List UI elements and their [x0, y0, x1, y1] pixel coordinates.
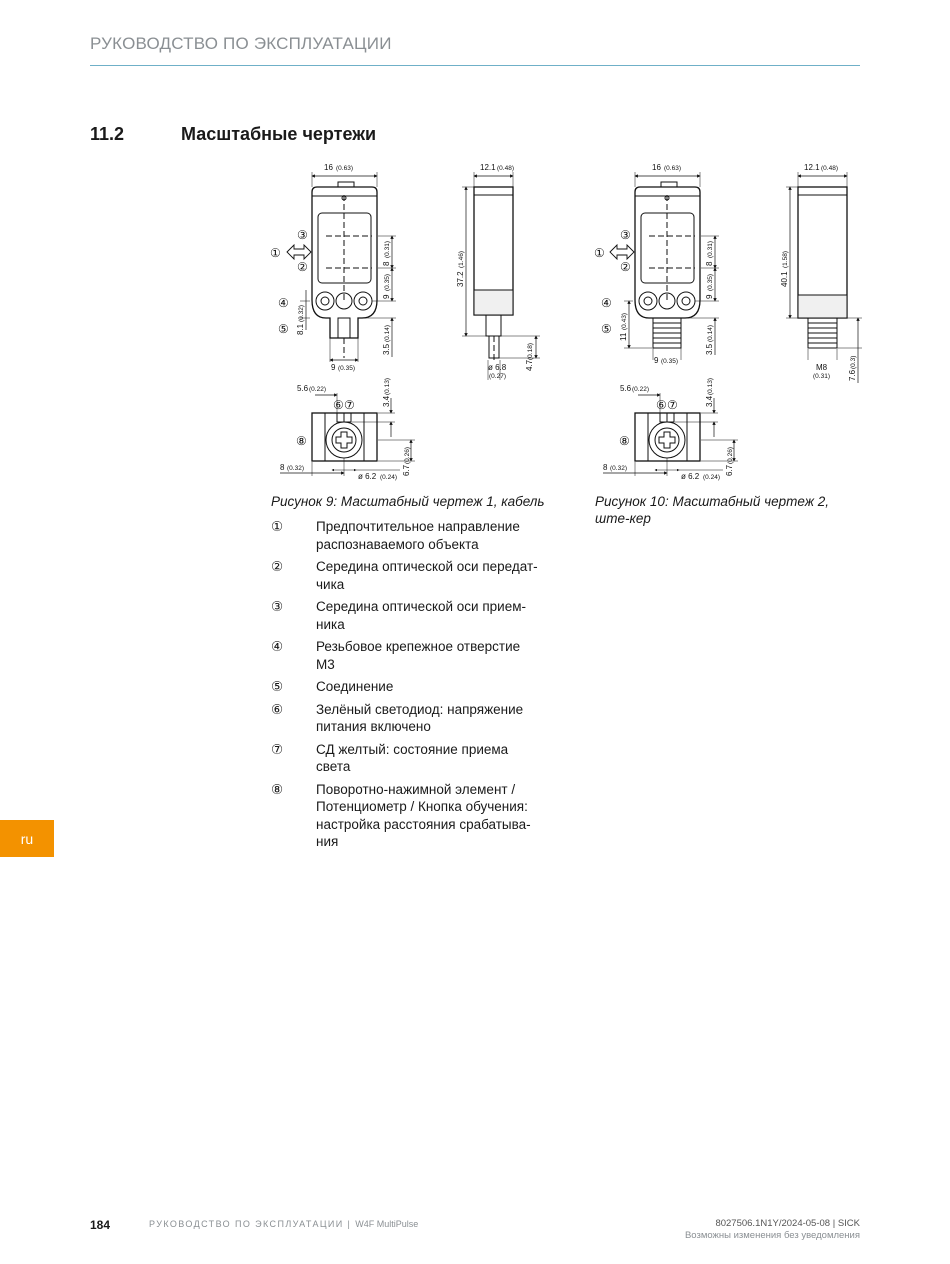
dim-3-5-inch: (0.14): [384, 325, 391, 342]
side-4-7-inch: (0.18): [527, 343, 534, 360]
d2-bottom-diam-value: ø 6.2: [681, 472, 700, 481]
d2-dim-width-value: 16: [652, 163, 661, 172]
d2-side-width-value: 12.1: [804, 163, 820, 172]
legend-item: [271, 598, 541, 633]
side-diam-inch: (0.27): [489, 373, 506, 380]
d2-callout-7: ⑦: [667, 398, 678, 412]
legend-item: [271, 781, 541, 851]
language-tab: ru: [0, 820, 54, 857]
dimension-drawings: [0, 0, 950, 500]
d2-bottom-6-7-value: 6.7: [725, 464, 734, 476]
side-width-inch: (0.48): [497, 165, 514, 172]
dim-8-1-inch: (0.32): [298, 305, 305, 322]
d2-dim-9-value: 9: [705, 294, 714, 299]
bottom-5-6-value: 5.6: [297, 384, 309, 393]
dim-bottom-inch: (0.35): [338, 365, 355, 372]
d2-callout-3: ③: [620, 228, 631, 242]
footer-separator: |: [347, 1219, 352, 1229]
dim-width-value: 16: [324, 163, 333, 172]
d2-callout-8: ⑧: [619, 434, 630, 448]
bottom-diam-value: ø 6.2: [358, 472, 377, 481]
side-width-value: 12.1: [480, 163, 496, 172]
bottom-6-7-inch: (0.26): [404, 447, 411, 464]
dim-9-inch: (0.35): [384, 274, 391, 291]
legend-num: ①: [271, 519, 284, 534]
d2-dim-9-inch: (0.35): [707, 274, 714, 291]
dim-9-value: 9: [382, 294, 391, 299]
legend-text: Поворотно-нажимной элемент / Потенциометр / Кнопка обучения: настройка расстояния срабатыва-ния: [316, 781, 531, 849]
dim-bottom-value: 9: [331, 363, 336, 372]
side-diam-value: ø 6.8: [488, 363, 507, 372]
d2-dim-3-5-inch: (0.14): [707, 325, 714, 342]
legend-text: Зелёный светодиод: напряжение питания включено: [316, 701, 524, 734]
figure-9-caption: Рисунок 9: Масштабный чертеж 1, кабель: [271, 494, 545, 509]
bottom-6-7-value: 6.7: [402, 464, 411, 476]
side-4-7-value: 4.7: [525, 359, 534, 371]
legend-item: [271, 701, 541, 736]
bottom-3-4-value: 3.4: [382, 395, 391, 407]
footer-doc-title: [149, 1219, 418, 1229]
legend-text: Резьбовое крепежное отверстие М3: [316, 639, 521, 672]
dim-8-value: 8: [382, 261, 391, 266]
legend-num: ⑥: [271, 701, 284, 717]
d2-dim-width-inch: (0.63): [664, 165, 681, 172]
d2-dim-8-value: 8: [705, 261, 714, 266]
dim-width-inch: (0.63): [336, 165, 353, 172]
d2-bottom-6-7-inch: (0.26): [727, 447, 734, 464]
legend-list: [271, 518, 541, 856]
drawing-1-side-labels: [456, 163, 534, 380]
footer-product: W4F MultiPulse: [355, 1219, 419, 1229]
d2-bottom-3-4-value: 3.4: [705, 395, 714, 407]
callout-3: ③: [297, 228, 308, 242]
running-header: РУКОВОДСТВО ПО ЭКСПЛУАТАЦИИ: [90, 34, 392, 53]
legend-text: Соединение: [316, 679, 394, 694]
callout-1: ①: [270, 246, 281, 260]
d2-bottom-diam-inch: (0.24): [703, 474, 720, 481]
callout-7: ⑦: [344, 398, 355, 412]
d2-side-m8-value: M8: [816, 363, 828, 372]
d2-bottom-5-6-inch: (0.22): [632, 386, 649, 393]
footer-doc-name: РУКОВОДСТВО ПО ЭКСПЛУАТАЦИИ: [149, 1219, 344, 1229]
d2-side-m8-inch: (0.31): [813, 373, 830, 380]
legend-num: ③: [271, 599, 284, 614]
bottom-diam-inch: (0.24): [380, 474, 397, 481]
section-title: Масштабные чертежи: [181, 124, 377, 144]
legend-text: СД желтый: состояние приема света: [316, 741, 509, 774]
legend-item: [271, 741, 541, 776]
section-number: 11.2: [90, 124, 125, 144]
dim-3-5-value: 3.5: [382, 343, 391, 355]
callout-5: ⑤: [278, 322, 289, 336]
legend-num: ⑧: [271, 781, 284, 797]
legend-text: Середина оптической оси передат-чика: [316, 559, 538, 592]
callout-6: ⑥: [333, 398, 344, 412]
d2-side-7-6-value: 7.6: [848, 369, 857, 381]
d2-side-height-value: 40.1: [780, 271, 789, 287]
figure-10-caption: Рисунок 10: Масштабный чертеж 2, ште-кер: [595, 494, 830, 526]
d2-dim-8-inch: (0.31): [707, 241, 714, 258]
bottom-8-value: 8: [280, 463, 285, 472]
dim-8-1-value: 8.1: [296, 323, 305, 335]
legend-text: Предпочтительное направление распознаваемого объекта: [316, 519, 520, 552]
bottom-5-6-inch: (0.22): [309, 386, 326, 393]
d2-callout-6: ⑥: [656, 398, 667, 412]
drawing-2-side-view: [786, 172, 862, 383]
d2-dim-bottom-value: 9: [654, 356, 659, 365]
legend-num: ④: [271, 639, 284, 654]
legend-item: [271, 678, 541, 696]
bottom-8-inch: (0.32): [287, 465, 304, 472]
legend-text: Середина оптической оси прием-ника: [316, 599, 526, 632]
d2-bottom-3-4-inch: (0.13): [707, 378, 714, 395]
d2-callout-1: ①: [594, 246, 605, 260]
d2-side-height-inch: (1.58): [782, 251, 789, 268]
footer-doc-code: 8027506.1N1Y/2024-05-08 | SICK: [715, 1218, 860, 1229]
d2-bottom-8-inch: (0.32): [610, 465, 627, 472]
d2-callout-5: ⑤: [601, 322, 612, 336]
page-number: 184: [90, 1218, 111, 1232]
legend-num: ②: [271, 559, 284, 574]
footer-notice: Возможны изменения без уведомления: [684, 1230, 860, 1241]
callout-2: ②: [297, 260, 308, 274]
side-height-value: 37.2: [456, 271, 465, 287]
callout-8: ⑧: [296, 434, 307, 448]
footer-right: [685, 1218, 860, 1242]
legend-num: ⑦: [271, 741, 284, 757]
d2-dim-11-inch: (0.43): [621, 313, 628, 330]
d2-bottom-5-6-value: 5.6: [620, 384, 632, 393]
d2-side-7-6-inch: (0.3): [850, 355, 857, 369]
d2-callout-4: ④: [601, 296, 612, 310]
bottom-3-4-inch: (0.13): [384, 378, 391, 395]
legend-item: [271, 518, 541, 553]
d2-callout-2: ②: [620, 260, 631, 274]
side-height-inch: (1.46): [458, 251, 465, 268]
legend-item: [271, 558, 541, 593]
d2-dim-3-5-value: 3.5: [705, 343, 714, 355]
legend-item: [271, 638, 541, 673]
d2-dim-bottom-inch: (0.35): [661, 358, 678, 365]
d2-side-width-inch: (0.48): [821, 165, 838, 172]
dim-8-inch: (0.31): [384, 241, 391, 258]
d2-bottom-8-value: 8: [603, 463, 608, 472]
callout-4: ④: [278, 296, 289, 310]
legend-num: ⑤: [271, 679, 284, 694]
d2-dim-11-value: 11: [619, 332, 628, 341]
